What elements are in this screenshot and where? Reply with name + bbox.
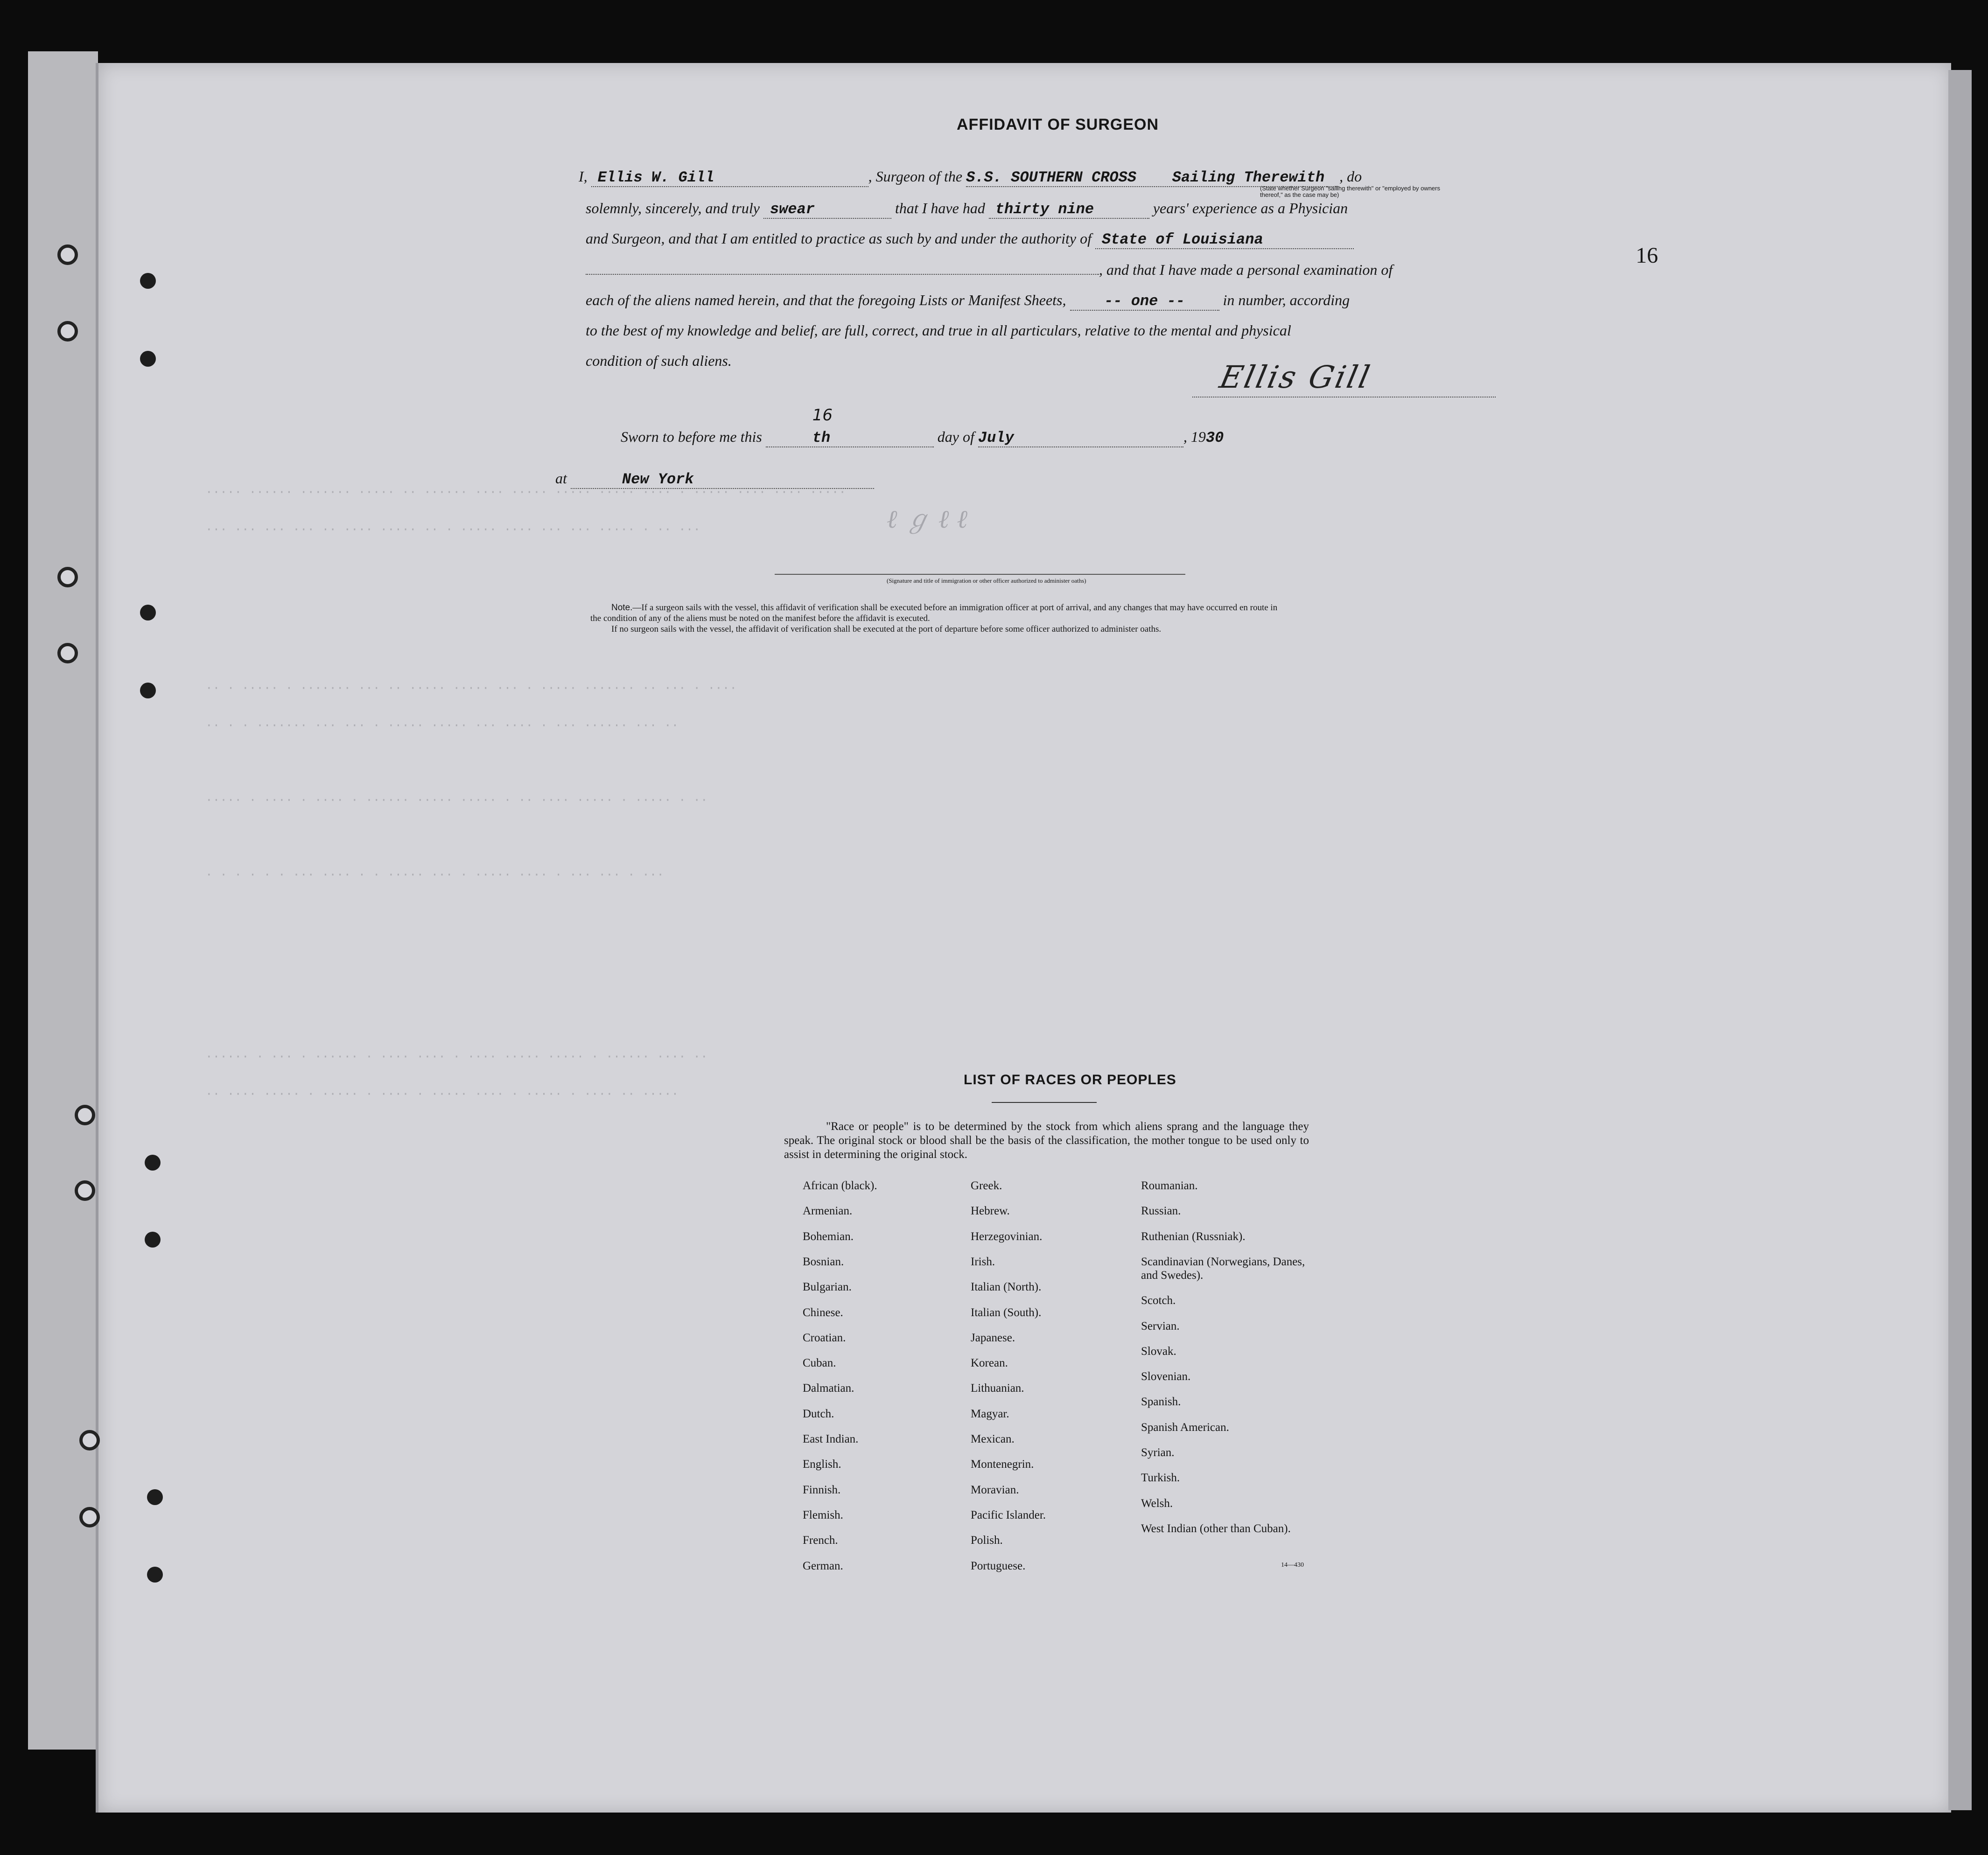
sheet-number: 16 (1636, 243, 1658, 268)
race-item: Montenegrin. (971, 1458, 1034, 1471)
race-item: Turkish. (1141, 1471, 1180, 1485)
note-label: Note. (611, 603, 633, 613)
status-footnote: (State whether Surgeon "sailing therewith" or "employed by owners thereof," as the case may be) (1260, 185, 1440, 198)
day-of-text: day of (937, 428, 974, 445)
race-item: Magyar. (971, 1407, 1009, 1420)
signature-line (1192, 359, 1496, 398)
race-item: Portuguese. (971, 1559, 1026, 1572)
race-item: Syrian. (1141, 1446, 1175, 1459)
page-edge (1948, 70, 1972, 1810)
binder-hole (57, 643, 78, 663)
binder-hole (145, 1232, 161, 1248)
race-item: English. (803, 1458, 841, 1471)
race-item: Italian (North). (971, 1281, 1042, 1294)
surgeon-of-text: , Surgeon of the (868, 168, 963, 185)
race-item: Korean. (971, 1357, 1008, 1370)
note-line-2: the condition of any of the aliens must be noted on the manifest before the affidavit is executed. (590, 614, 930, 623)
race-item: Flemish. (803, 1508, 843, 1521)
affidavit-line-2 (586, 200, 1348, 219)
race-item: Croatian. (803, 1331, 846, 1344)
races-title-rule (992, 1102, 1097, 1103)
ship-name: S.S. SOUTHERN CROSS (966, 169, 1136, 186)
race-item: Pacific Islander. (971, 1508, 1046, 1521)
binder-hole (140, 683, 156, 698)
binder-hole (140, 605, 156, 621)
year-suffix: 30 (1205, 429, 1224, 446)
race-item: Italian (South). (971, 1306, 1042, 1319)
races-intro: "Race or people" is to be determined by the stock from which aliens sprang and the language they speak. The original stock or blood shall be the basis of the classification, the mother tongue to be used only to assist in determining the original stock. (784, 1120, 1309, 1161)
race-item: Servian. (1141, 1319, 1180, 1332)
race-item: Bulgarian. (803, 1281, 852, 1294)
oath-word: swear (763, 201, 891, 219)
note-text-1: —If a surgeon sails with the vessel, this affidavit of verification shall be executed before an immigration officer at port of arrival, and any changes that may have occurred en route in (632, 603, 1278, 613)
race-item: Polish. (971, 1534, 1003, 1547)
day-field (766, 406, 934, 447)
affidavit-line-4 (586, 261, 1393, 279)
binder-hole (57, 567, 78, 587)
race-item: Armenian. (803, 1205, 853, 1218)
race-item: French. (803, 1534, 838, 1547)
race-item: Japanese. (971, 1331, 1015, 1344)
sworn-text: Sworn to before me this (621, 428, 762, 445)
race-item: Dutch. (803, 1407, 834, 1420)
race-item: Irish. (971, 1255, 995, 1268)
surgeon-status: Sailing Therewith (1172, 169, 1325, 186)
affidavit-line-5 (586, 292, 1350, 311)
race-item: Chinese. (803, 1306, 843, 1319)
at-text: at (555, 470, 567, 487)
race-item: Spanish. (1141, 1395, 1181, 1409)
races-title: LIST OF RACES OR PEOPLES (964, 1072, 1176, 1088)
form-number: 14—430 (1281, 1562, 1304, 1569)
bleed-through-text: ··· ··· ··· ··· ·· ···· ····· ·· · ····· ···· ··· ··· ····· · ·· ··· (205, 523, 700, 537)
bleed-through-text: ·· ···· ····· · ····· · ···· · ····· ···· · ····· · ···· ·· ····· (205, 1087, 679, 1101)
binder-hole (145, 1155, 161, 1171)
binder-hole (147, 1489, 163, 1505)
place-field: New York (571, 471, 874, 489)
affidavit-line-7: condition of such aliens. (586, 352, 732, 369)
officer-note: (Signature and title of immigration or other officer authorized to administer oaths) (887, 577, 1086, 584)
affidavit-line-3 (586, 230, 1354, 249)
race-item: Mexican. (971, 1433, 1015, 1445)
pre-name-text: I, (579, 168, 588, 185)
race-item: Russian. (1141, 1205, 1181, 1218)
sheet-count: -- one -- (1070, 293, 1219, 311)
binder-hole (75, 1105, 95, 1125)
note-line-3: If no surgeon sails with the vessel, the affidavit of verification shall be executed at the port of departure before some officer authorized to administer oaths. (611, 624, 1162, 634)
bleed-through-text: ······ · ··· · ······ · ···· ···· · ···· ····· ····· · ······ ···· ·· (205, 1050, 708, 1064)
race-item: Finnish. (803, 1483, 841, 1496)
race-item: Herzegovinian. (971, 1230, 1043, 1243)
day-number: 16 (812, 406, 833, 425)
year-prefix: , 19 (1183, 428, 1206, 445)
surgeon-signature: Ellis Gill (1216, 359, 1375, 395)
line2-text-c: years' experience as a Physician (1153, 200, 1348, 216)
race-item: Cuban. (803, 1357, 836, 1370)
race-item: Scotch. (1141, 1294, 1176, 1307)
binder-hole (79, 1430, 100, 1451)
race-item: Bosnian. (803, 1255, 844, 1268)
bleed-through-text: ····· · ···· · ···· · ······ ····· ····· · ·· ···· ····· · ····· · ·· (205, 793, 708, 807)
line5-text-a: each of the aliens named herein, and that the foregoing Lists or Manifest Sheets, (586, 292, 1066, 308)
years-experience: thirty nine (989, 201, 1149, 219)
race-item: Moravian. (971, 1483, 1019, 1496)
do-text: , do (1339, 168, 1362, 185)
binder-hole (140, 351, 156, 367)
binder-hole (140, 273, 156, 289)
race-item: Slovak. (1141, 1345, 1176, 1358)
race-item: Ruthenian (Russniak). (1141, 1230, 1246, 1243)
affidavit-line-1 (579, 168, 1362, 187)
line5-text-b: in number, according (1223, 292, 1350, 308)
race-item: Greek. (971, 1179, 1002, 1192)
month-field: July (978, 429, 1183, 447)
race-item: Welsh. (1141, 1497, 1173, 1510)
officer-signature-line (775, 574, 1185, 575)
race-item: Slovenian. (1141, 1370, 1191, 1383)
affidavit-title: AFFIDAVIT OF SURGEON (957, 116, 1159, 133)
binder-hole (57, 321, 78, 342)
race-item: African (black). (803, 1179, 877, 1192)
race-item: East Indian. (803, 1433, 859, 1445)
bleed-through-text: ·· · · ······· ··· ··· · ····· ····· ··· ···· · ··· ······ ··· ·· (205, 718, 679, 732)
line4-text: , and that I have made a personal examination of (1099, 261, 1393, 278)
sworn-line (621, 406, 1224, 447)
race-item: West Indian (other than Cuban). (1141, 1522, 1291, 1535)
line2-text-b: that I have had (895, 200, 985, 216)
race-item: Bohemian. (803, 1230, 854, 1243)
race-item: German. (803, 1559, 843, 1572)
blank-field (586, 274, 1099, 275)
race-item: Lithuanian. (971, 1382, 1024, 1395)
binder-hole (79, 1507, 100, 1527)
bleed-through-text: ····· ······ ······· ····· ·· ······ ···· ····· ····· ····· ···· · ····· ···· ···· ····· (205, 485, 847, 499)
bleed-through-text: ·· · ····· · ······· ··· ·· ····· ····· ··· · ····· ······· ·· ··· · ···· (205, 681, 737, 695)
licensing-authority: State of Louisiana (1095, 231, 1354, 249)
line3-text: and Surgeon, and that I am entitled to practice as such by and under the authority of (586, 230, 1092, 247)
place-line (555, 470, 874, 489)
race-item: Dalmatian. (803, 1382, 854, 1395)
binder-strip (28, 51, 98, 1750)
race-item: Hebrew. (971, 1205, 1010, 1218)
affidavit-line-6: to the best of my knowledge and belief, are full, correct, and true in all particulars, relative to the mental and physical (586, 322, 1291, 339)
race-item: Scandinavian (Norwegians, Danes, and Swedes). (1141, 1255, 1305, 1282)
notary-signature: ℓ ℊ ℓ ℓ (887, 504, 967, 534)
day-suffix: th (812, 429, 831, 446)
surgeon-name: Ellis W. Gill (591, 169, 868, 187)
binder-hole (57, 244, 78, 265)
line2-text-a: solemnly, sincerely, and truly (586, 200, 760, 216)
binder-hole (75, 1180, 95, 1201)
race-item: Spanish American. (1141, 1421, 1229, 1434)
bleed-through-text: · · · · · · ··· ···· · · ····· ··· · ····· ···· · ··· ··· · ··· (205, 868, 664, 882)
note-line-1 (611, 603, 1277, 613)
race-item: Roumanian. (1141, 1179, 1198, 1192)
binder-hole (147, 1567, 163, 1583)
